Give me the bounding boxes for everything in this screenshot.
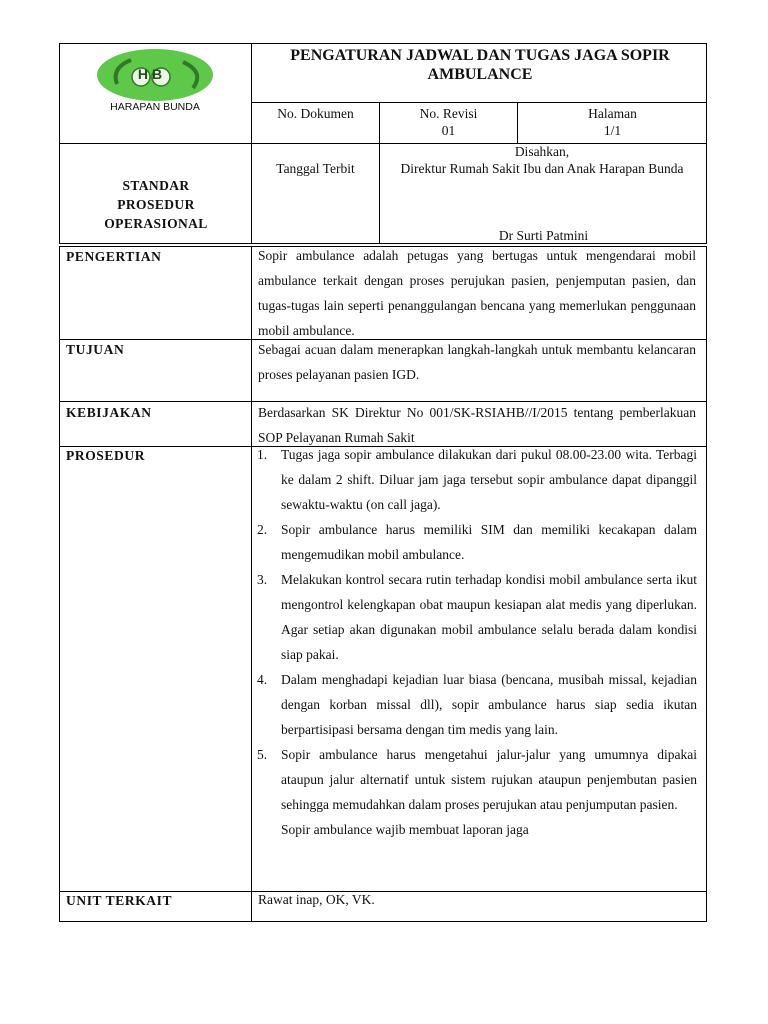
revision-cell xyxy=(380,105,517,139)
sop-label: STANDAR PROSEDUR OPERASIONAL xyxy=(104,178,208,231)
list-item: 1. Tugas jaga sopir ambulance dilakukan dari pukul 08.00-23.00 wita. Terbagi ke dalam 2 shift. Diluar jam jaga tersebut sopir ambulance dapat dipanggil sewaktu-waktu (on call jaga). xyxy=(257,447,697,512)
approval-line1: Disahkan, xyxy=(514,144,570,159)
list-item: 4. Dalam menghadapi kejadian luar biasa (bencana, musibah missal, kejadian dengan korban missal dll), sopir ambulance harus siap sedia ikutan berpartisipasi bersama dengan tim medis yang lain. xyxy=(257,672,697,737)
prosedur-label: PROSEDUR xyxy=(66,448,146,463)
pengertian-text: Sopir ambulance adalah petugas yang bertugas untuk mengendarai mobil ambulance terkait dengan proses perujukan pasien, penjemputan pasien, dan tugas-tugas lain seperti penanggulangan bencana yang memerlukan penggunaan mobil ambulance. xyxy=(258,248,696,338)
prosedur-content xyxy=(257,442,697,842)
revision-label: No. Revisi xyxy=(419,106,478,121)
prosedur-list xyxy=(257,442,697,817)
content-divider-v xyxy=(251,246,252,922)
approval-line2: Direktur Rumah Sakit Ibu dan Anak Harapan Bunda xyxy=(400,161,684,176)
doc-number-label: No. Dokumen xyxy=(277,106,354,121)
approval-block xyxy=(392,143,692,177)
approver-name: Dr Surti Patmini xyxy=(498,228,589,243)
kebijakan-label: KEBIJAKAN xyxy=(66,405,152,420)
tujuan-text: Sebagai acuan dalam menerapkan langkah-langkah untuk membantu kelancaran proses pelayanan pasien IGD. xyxy=(258,342,696,382)
list-item: 2. Sopir ambulance harus memiliki SIM dan memiliki kecakapan dalam mengemudikan mobil ambulance. xyxy=(257,522,697,562)
issue-date-label: Tanggal Terbit xyxy=(276,161,355,176)
unit-terkait-label: UNIT TERKAIT xyxy=(66,893,173,908)
revision-value: 01 xyxy=(441,123,456,138)
document-title: PENGATURAN JADWAL DAN TUGAS JAGA SOPIR AMBULANCE xyxy=(290,47,670,83)
page-cell xyxy=(518,105,707,139)
kebijakan-text: Berdasarkan SK Direktur No 001/SK-RSIAHB//I/2015 tentang pemberlakuan SOP Pelayanan Rumah Sakit xyxy=(258,405,696,445)
pengertian-label: PENGERTIAN xyxy=(66,249,162,264)
prosedur-extra-note: Sopir ambulance wajib membuat laporan jaga xyxy=(281,822,529,837)
page-value: 1/1 xyxy=(603,123,622,138)
logo-text: HARAPAN BUNDA xyxy=(110,101,200,113)
header-divider-h-left xyxy=(59,143,252,144)
header-divider-h-title xyxy=(251,102,707,103)
list-item: 3. Melakukan kontrol secara rutin terhadap kondisi mobil ambulance serta ikut mengontrol kelengkapan obat maupun kesiapan alat medis yang diperlukan. Agar setiap akan digunakan mobil ambulance selalu berada dalam kondisi siap pakai. xyxy=(257,572,697,662)
unit-terkait-text: Rawat inap, OK, VK. xyxy=(258,892,375,907)
tujuan-label: TUJUAN xyxy=(66,342,125,357)
list-item: 5. Sopir ambulance harus mengetahui jalur-jalur yang umumnya dipakai ataupun jalur alternatif untuk sistem rujukan ataupun penjembutan pasien sehingga memudahkan dalam proses perujukan atau penjumputan pasien. xyxy=(257,747,697,812)
logo-monogram: HB xyxy=(137,66,167,82)
page-label: Halaman xyxy=(588,106,637,121)
hospital-logo xyxy=(95,48,215,118)
